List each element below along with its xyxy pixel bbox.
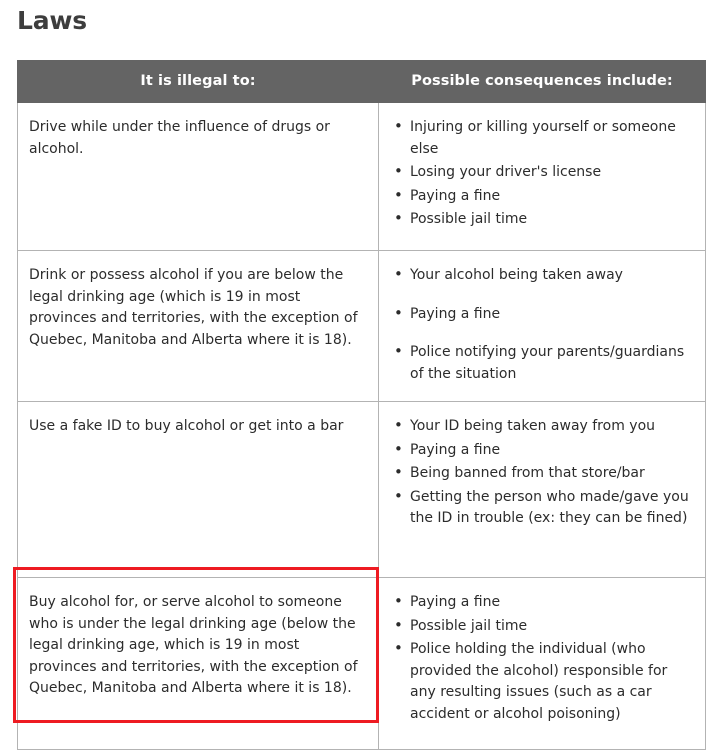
- table-row: [18, 103, 706, 251]
- column-header-consequences: Possible consequences include:: [379, 61, 706, 103]
- table-header-row: [18, 61, 706, 103]
- list-item: • Paying a fine: [389, 592, 695, 614]
- consequences-list: [389, 117, 695, 231]
- page-title: Laws: [17, 6, 87, 35]
- list-item: • Getting the person who made/gave you the ID in trouble (ex: they can be fined): [389, 487, 695, 530]
- list-item: • Police notifying your parents/guardians of the situation: [389, 342, 695, 385]
- column-header-illegal: It is illegal to:: [18, 61, 379, 103]
- list-item: • Possible jail time: [389, 616, 695, 638]
- list-item: • Possible jail time: [389, 209, 695, 231]
- table-row: [18, 402, 706, 578]
- list-item: • Paying a fine: [389, 186, 695, 208]
- consequences-list: [389, 265, 695, 385]
- cell-illegal: Drive while under the influence of drugs or alcohol.: [18, 103, 379, 251]
- list-item: • Being banned from that store/bar: [389, 463, 695, 485]
- cell-consequences: [379, 402, 706, 578]
- consequences-list: [389, 416, 695, 530]
- table-row: [18, 251, 706, 402]
- cell-consequences: [379, 103, 706, 251]
- cell-illegal: Drink or possess alcohol if you are below the legal drinking age (which is 19 in most provinces and territories, with the exception of Quebec, Manitoba and Alberta where it is 18).: [18, 251, 379, 402]
- table-body: [18, 103, 706, 750]
- cell-illegal: Buy alcohol for, or serve alcohol to someone who is under the legal drinking age (below the legal drinking age, which is 19 in most provinces and territories, with the exception of Quebec, Manitoba and Alberta where it is 18).: [18, 578, 379, 750]
- table-header: [18, 61, 706, 103]
- table-row: [18, 578, 706, 750]
- consequences-list: [389, 592, 695, 725]
- list-item: • Paying a fine: [389, 304, 695, 326]
- cell-illegal: Use a fake ID to buy alcohol or get into a bar: [18, 402, 379, 578]
- list-item: • Losing your driver's license: [389, 162, 695, 184]
- list-item: • Your alcohol being taken away: [389, 265, 695, 287]
- cell-consequences: [379, 578, 706, 750]
- cell-consequences: [379, 251, 706, 402]
- list-item: • Police holding the individual (who provided the alcohol) responsible for any resulting issues (such as a car accident or alcohol poisoning): [389, 639, 695, 725]
- laws-table: [17, 60, 706, 750]
- list-item: • Paying a fine: [389, 440, 695, 462]
- list-item: • Your ID being taken away from you: [389, 416, 695, 438]
- list-item: • Injuring or killing yourself or someone else: [389, 117, 695, 160]
